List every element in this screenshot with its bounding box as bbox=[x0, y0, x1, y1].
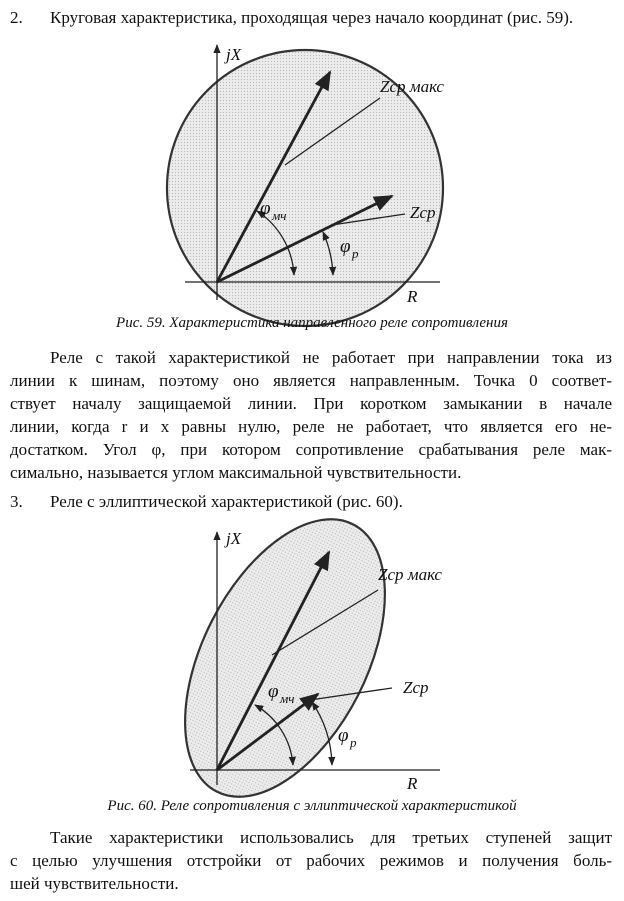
paragraph-2 bbox=[10, 826, 612, 895]
phi-p-subscript: р bbox=[352, 246, 359, 261]
figure-60-elliptic-characteristic bbox=[0, 522, 624, 802]
item-2-number: 2. bbox=[10, 8, 23, 27]
zcp-max-label: Zср макс bbox=[378, 565, 442, 584]
paragraph-1-line: Реле с такой характеристикой не работает при направлении тока из bbox=[50, 348, 612, 367]
paragraph-2-line: Такие характеристики использовались для третьих ступеней защит bbox=[50, 828, 612, 847]
phi-mch-subscript: мч bbox=[280, 691, 295, 706]
paragraph-1-line: линии, когда r и x равны нулю, реле не работает, что является его не- bbox=[10, 417, 612, 436]
ellipse-characteristic bbox=[144, 487, 426, 829]
figure-59-circle-characteristic bbox=[0, 35, 624, 345]
x-axis-label: R bbox=[407, 774, 418, 793]
paragraph-1-line: ствует началу защищаемой линии. При коротком замыкании в начале bbox=[10, 394, 612, 413]
figure-60-caption: Рис. 60. Реле сопротивления с эллиптической характеристикой bbox=[107, 798, 517, 814]
phi-p-label: φ bbox=[338, 725, 349, 746]
item-3-number: 3. bbox=[10, 492, 23, 511]
paragraph-1-line: линии к шинам, поэтому оно является направленным. Точка 0 соответ- bbox=[10, 371, 612, 390]
paragraph-1-line: достатком. Угол φ, при котором сопротивление срабатывания реле мак- bbox=[10, 440, 612, 459]
zcp-label: Zср bbox=[410, 203, 436, 222]
phi-mch-label: φ bbox=[268, 681, 279, 702]
y-axis-label: jX bbox=[226, 45, 242, 64]
paragraph-1-line: симально, называется углом максимальной чувствительности. bbox=[10, 463, 462, 482]
phi-p-subscript: р bbox=[350, 735, 357, 750]
zcp-max-label: Zср макс bbox=[380, 77, 444, 96]
paragraph-2-line: шей чувствительности. bbox=[10, 874, 179, 893]
y-axis-label: jX bbox=[226, 529, 242, 548]
x-axis-label: R bbox=[407, 287, 418, 306]
item-2-title: Круговая характеристика, проходящая через начало координат (рис. 59). bbox=[50, 8, 574, 27]
paragraph-1 bbox=[10, 346, 612, 484]
phi-mch-subscript: мч bbox=[272, 208, 287, 223]
phi-mch-label: φ bbox=[260, 198, 271, 219]
zcp-label: Zср bbox=[403, 678, 429, 697]
item-3-title: Реле с эллиптической характеристикой (рис. 60). bbox=[50, 492, 403, 511]
paragraph-2-line: с целью улучшения отстройки от рабочих режимов и получения боль- bbox=[10, 851, 612, 870]
figure-59-caption: Рис. 59. Характеристика направленного реле сопротивления bbox=[116, 315, 508, 331]
phi-p-label: φ bbox=[340, 236, 351, 257]
